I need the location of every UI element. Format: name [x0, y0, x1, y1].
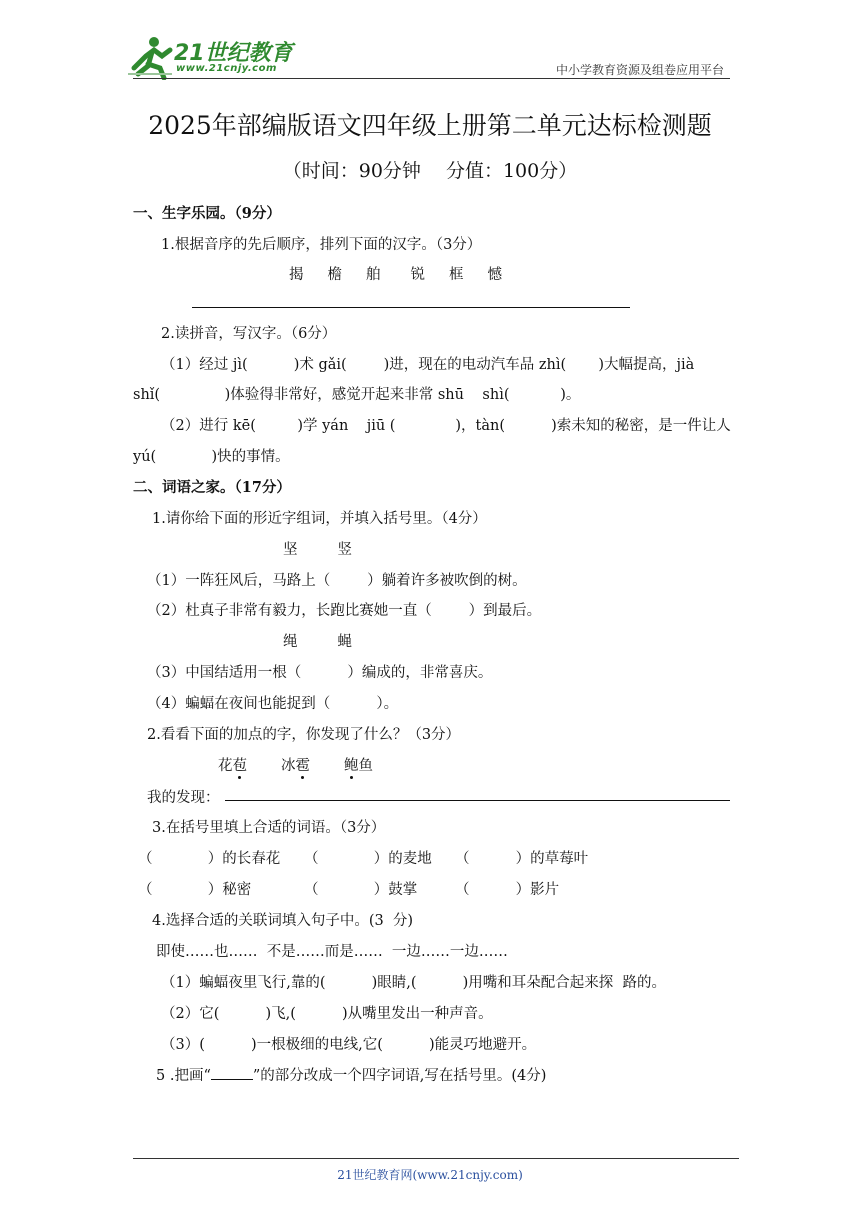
section-heading-1: 一、生字乐园。（9分）: [133, 205, 281, 222]
character: 檐: [327, 267, 342, 283]
character-list: [289, 263, 502, 284]
page-title: 2025年部编版语文四年级上册第二单元达标检测题: [148, 111, 712, 140]
character: 坚: [283, 542, 298, 558]
fill-item: （ ）的长春花: [138, 851, 281, 867]
dotted-word-list: [218, 754, 373, 775]
fill-item: （ ）秘密: [138, 882, 252, 898]
sentence: （2）杜真子非常有毅力，长跑比赛她一直（ ）到最后。: [147, 603, 542, 619]
fill-item: （ ）影片: [455, 882, 560, 898]
question-1-1-prompt: 1.根据音序的先后顺序，排列下面的汉字。（3分）: [161, 237, 482, 253]
word: 花苞: [218, 758, 247, 774]
header-divider: [133, 78, 730, 79]
underline-sample: [211, 1065, 253, 1080]
sentence: （1）蝙蝠夜里飞行,靠的( )眼睛,( )用嘴和耳朵配合起来探 路的。: [161, 975, 666, 991]
character: 揭: [289, 267, 304, 283]
character-pair: [283, 538, 352, 559]
question-2-5-prompt: 5 .把画“ ”的部分改成一个四字词语,写在括号里。(4分): [156, 1064, 546, 1085]
pinyin-line-1: （1）经过 jì( )术 gǎi( )进，现在的电动汽车品 zhì( )大幅提高，jià: [161, 357, 695, 373]
word: 冰雹: [281, 758, 310, 774]
character-pair: [283, 630, 352, 651]
footer-text: 21世纪教育网(www.21cnjy.com): [337, 1168, 523, 1182]
word: 鲍鱼: [344, 758, 373, 774]
character: 憾: [487, 267, 502, 283]
sentence: （2）它( )飞,( )从嘴里发出一种声音。: [161, 1006, 493, 1022]
character: 锐: [410, 267, 425, 283]
header-tagline: 中小学教育资源及组卷应用平台: [555, 63, 724, 77]
pinyin-line-4: yú( )快的事情。: [133, 449, 290, 465]
question-1-2-prompt: 2.读拼音，写汉字。（6分）: [161, 326, 337, 342]
sentence: （3）( )一根极细的电线,它( )能灵巧地避开。: [161, 1037, 537, 1053]
question-2-1-prompt: 1.请你给下面的形近字组词，并填入括号里。（4分）: [152, 511, 487, 527]
question-2-2-prompt: 2.看看下面的加点的字，你发现了什么？（3分）: [147, 727, 461, 743]
footer-divider: [133, 1158, 739, 1159]
character: 绳: [283, 634, 298, 650]
page-subtitle: （时间：90分钟 分值：100分）: [282, 160, 578, 182]
finding-label: 我的发现：: [147, 790, 220, 806]
answer-line[interactable]: [192, 307, 630, 308]
question-2-4-prompt: 4.选择合适的关联词填入句子中。(3 分): [152, 913, 414, 929]
logo-text: 21世纪教育: [174, 41, 293, 66]
character: 竖: [337, 542, 352, 558]
question-2-3-prompt: 3.在括号里填上合适的词语。（3分）: [152, 820, 386, 836]
fill-item: （ ）的麦地: [304, 851, 432, 867]
sentence: （3）中国结适用一根（ ）编成的，非常喜庆。: [147, 665, 493, 681]
sentence: （1）一阵狂风后，马路上（ ）躺着许多被吹倒的树。: [147, 573, 527, 589]
conjunction-options: 即使……也…… 不是……而是…… 一边……一边……: [156, 944, 508, 960]
pinyin-line-2: shǐ( )体验得非常好，感觉开起来非常 shū shì( )。: [133, 387, 581, 403]
finding-answer-line[interactable]: [225, 800, 730, 801]
section-heading-2: 二、词语之家。（17分）: [133, 479, 291, 496]
pinyin-line-3: （2）进行 kē( )学 yán jiū ( )，tàn( )索未知的秘密，是一件让人: [161, 418, 731, 434]
character: 蝇: [337, 634, 352, 650]
character: 舶: [366, 267, 381, 283]
sentence: （4）蝙蝠在夜间也能捉到（ ）。: [147, 696, 399, 712]
fill-item: （ ）的草莓叶: [455, 851, 589, 867]
fill-item: （ ）鼓掌: [304, 882, 418, 898]
logo-url: www.21cnjy.com: [176, 63, 277, 74]
character: 框: [449, 267, 464, 283]
